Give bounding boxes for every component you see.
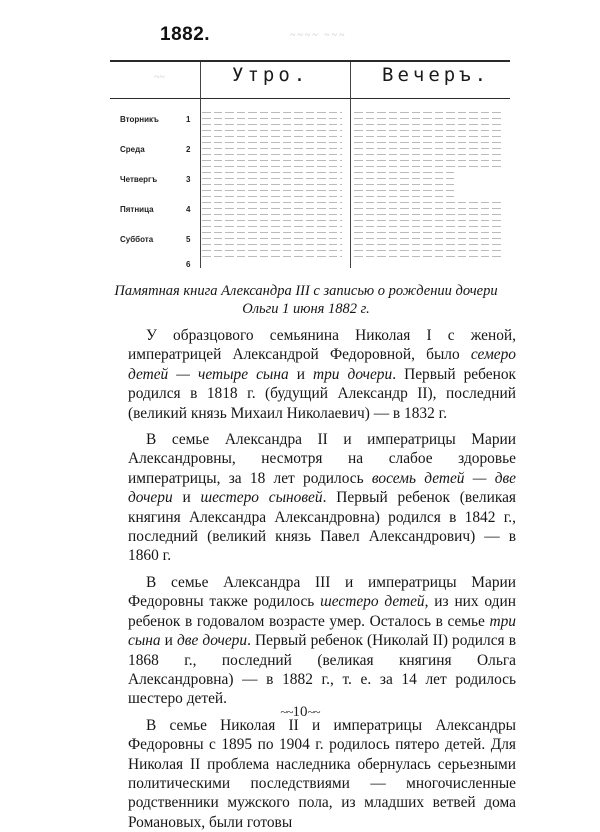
italic-run: семеро детей — четыре сына: [128, 346, 516, 383]
day-name: Суббота: [120, 235, 154, 244]
day-number: 1: [186, 115, 191, 124]
text-run: . Первый ребенок родился в 1818 г. (будущий Александр II), последний (великий князь Михаил Николаевич) — в 1832 г.: [128, 365, 517, 422]
ornament-left-icon: ~~: [280, 704, 293, 719]
day-name: Вторникъ: [120, 115, 159, 124]
paragraph: [128, 326, 516, 423]
handwritten-entry-morning: [202, 229, 342, 257]
diary-rule-top: [110, 60, 510, 62]
diary-year: 1882.: [160, 24, 211, 45]
handwritten-entry-morning: [202, 109, 342, 137]
page-number: 10: [292, 704, 308, 720]
handwritten-entry-evening: [354, 139, 504, 167]
column-header-evening: Вечеръ.: [382, 64, 491, 86]
handwritten-entry-morning: [202, 169, 342, 197]
day-number: 5: [186, 235, 191, 244]
diary-faint-number: ~~: [154, 72, 165, 83]
ornament-right-icon: ~~: [307, 704, 320, 719]
day-number: 4: [186, 205, 191, 214]
paragraph: [128, 716, 516, 832]
diary-rule-header: [110, 98, 510, 99]
text-run: и: [160, 632, 178, 650]
italic-run: восемь детей — две дочери: [128, 469, 517, 507]
handwritten-entry-evening: [354, 199, 504, 227]
text-run: и: [172, 489, 201, 507]
paragraph: [128, 430, 516, 566]
text-run: В семье Александра II и императрицы Марии Александровны, несмотря на слабое здоровье императрицы, за 18 лет родилось: [128, 431, 516, 487]
text-run: и: [288, 365, 313, 383]
day-name: Четвергъ: [120, 175, 158, 184]
text-run: . Первый ребенок (Николай II) родился в 1868 г., последний (великая княгиня Ольга Александровна) — в 1882 г., т. е. за 14 лет родилось шестеро детей.: [128, 632, 516, 708]
paragraph: [128, 573, 516, 709]
text-run: У образцового семьянина Николая I с женой, императрицей Александрой Федоровной, было: [128, 327, 516, 364]
italic-run: две дочери: [177, 632, 248, 650]
handwritten-entry-morning: [202, 199, 342, 227]
text-run: . Первый ребенок (великая княгиня Александра Александровна) родился в 1842 г., последний (великий князь Павел Александрович) — в 1860 г.: [128, 489, 516, 565]
column-header-morning: Утро.: [232, 64, 310, 86]
figure-caption: Памятная книга Александра III с записью о рождении дочери Ольги 1 июня 1882 г.: [114, 283, 498, 317]
body-text: [128, 326, 516, 832]
day-number: 3: [186, 175, 191, 184]
text-run: , из них один ребенок в годовалом возрасте умер. Осталось в семье: [128, 593, 516, 630]
day-number: 2: [186, 145, 191, 154]
day-number: 6: [186, 260, 191, 269]
text-run: В семье Александра III и императрицы Марии Федоровны также родилось: [128, 573, 516, 611]
italic-run: шестеро детей: [320, 593, 425, 611]
text-run: В семье Николая II и императрицы Александры Федоровны с 1895 по 1904 г. родилось пятеро детей. Для Николая II проблема наследника обернулась серьезными политическими последствиями — многочисленные родственники мужского пола, из младших ветвей дома Романовых, были готовы: [128, 716, 516, 831]
day-name: Пятница: [120, 205, 154, 214]
italic-run: три сына: [128, 612, 516, 650]
page-number-footer: [0, 704, 600, 721]
italic-run: три дочери: [313, 365, 393, 383]
handwritten-entry-evening: [354, 169, 454, 197]
handwritten-entry-evening: [354, 229, 504, 257]
day-name: Среда: [120, 145, 145, 154]
diary-image: [110, 18, 510, 268]
handwritten-entry-morning: [202, 139, 342, 167]
diary-faint-heading: ~~~~ ~~~: [290, 30, 347, 41]
handwritten-entry-evening: [354, 109, 504, 137]
italic-run: шестеро сыновей: [200, 489, 323, 507]
